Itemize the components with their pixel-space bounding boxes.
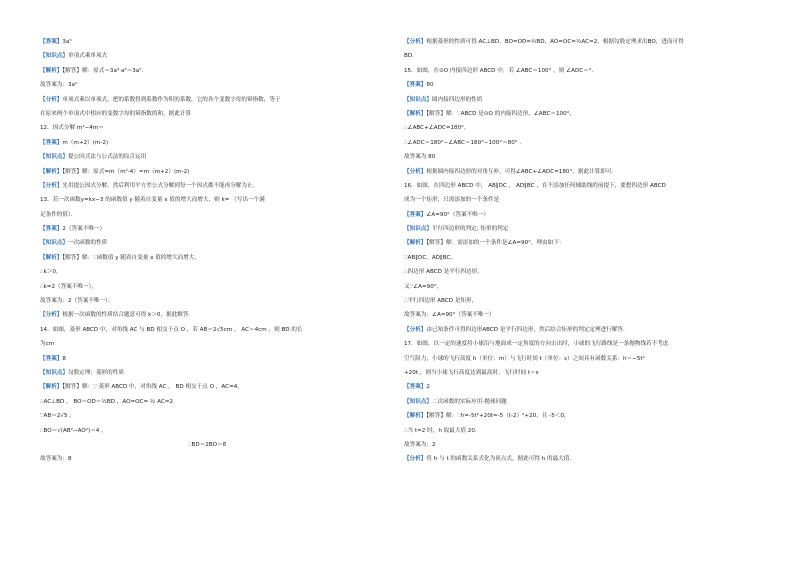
section-tag: 【知识点】 bbox=[40, 154, 68, 161]
line-text: BD. bbox=[404, 53, 414, 60]
section-tag: 【答案】 bbox=[404, 384, 427, 391]
section-tag: 【分析】 bbox=[404, 168, 427, 175]
text-line bbox=[40, 400, 390, 414]
line-text: 故答案为：3a⁵ bbox=[40, 82, 78, 89]
line-text: 【解答】解：∵h=-5t²+20t=-5（t-2）²+20，且 -5＜0， bbox=[426, 413, 570, 420]
line-text: ∴k=2（答案不唯一）， bbox=[40, 283, 97, 290]
section-tag: 【答案】 bbox=[40, 39, 63, 45]
text-line bbox=[404, 126, 756, 140]
line-text: 由已知条件可得四边形ABCD 是平行四边形，然后结合矩形的判定定理进行解答． bbox=[426, 326, 629, 333]
line-text: 故答案为：8 bbox=[40, 456, 72, 463]
line-text: 根据菱形的性质可得 AC⊥BD，BO=OD=½BD，AO=OC=½AC=2，根据勾股定理求出BO，进而可得 bbox=[426, 39, 684, 45]
line-text: 17．如图，以一定的速度将小球沿与地面成一定角度的方向击出时，小球的飞行路线是一条抛物线若不考虑 bbox=[404, 341, 669, 348]
text-line bbox=[404, 69, 756, 83]
text-line bbox=[40, 83, 390, 97]
text-line bbox=[40, 69, 390, 83]
line-text: 【解答】解：∵ 菱形 ABCD 中，对角线 AC ， BD 相交于点 O ，AC=4， bbox=[62, 384, 243, 391]
line-text: 故答案为：∠A=90°（答案不唯一） bbox=[404, 312, 495, 319]
line-text: 为 bbox=[40, 341, 46, 348]
line-text: 16．如图，在四边形 ABCD 中， AB∥DC ， AD∥BC ，在不添加任何辅助线的前提下，要想四边形 ABCD bbox=[404, 182, 666, 189]
line-text: 2 bbox=[426, 384, 430, 391]
text-line bbox=[40, 270, 390, 284]
text-line bbox=[404, 400, 756, 414]
text-line bbox=[404, 155, 756, 169]
line-text: 单项式乘单项式 bbox=[67, 53, 108, 60]
section-tag: 【知识点】 bbox=[40, 240, 68, 247]
text-line bbox=[404, 357, 756, 371]
line-text: 80 bbox=[426, 82, 434, 89]
line-text: 二次函数的实际应用-抛球问题 bbox=[431, 398, 507, 405]
section-tag: 【解析】 bbox=[40, 254, 63, 261]
line-text: 提公因式法与公式法的综合运用 bbox=[67, 154, 147, 161]
line-text: ∴AC⊥BD ， BO＝OD＝½BD ，AO=OC= ½ AC=2 bbox=[40, 398, 174, 405]
line-text: 【解答】解：∵ABCD 是⊙O 的内接四边形，∠ABC＝100°, bbox=[426, 110, 572, 117]
section-tag: 【分析】 bbox=[404, 456, 427, 463]
line-text: ∴k＞0， bbox=[40, 269, 62, 276]
text-line bbox=[404, 270, 756, 284]
line-text: m（m+2）(m-2) bbox=[62, 139, 109, 146]
line-text: 15．如图，在⊙O 内接四边形 ABCD 中，若 ∠ABC＝100° ，则 ∠ADC＝ bbox=[404, 67, 589, 74]
text-line bbox=[404, 414, 756, 428]
text-line bbox=[40, 54, 390, 68]
line-text: 单项式乘以单项式，把的系数得到系数作为积的系数，它的各个变数字母的幂指数，等于 bbox=[62, 96, 281, 103]
line-text: ∴∠ABC+∠ADC=180°， bbox=[404, 125, 470, 132]
line-text: 【解答】解：原式=m（m²-4）=m（m+2）(m-2) bbox=[62, 168, 190, 175]
line-text: ∴BO＝√(AB²−AO²)＝4 ， bbox=[40, 427, 107, 434]
text-line bbox=[404, 342, 756, 356]
text-line bbox=[40, 213, 390, 227]
text-line bbox=[404, 385, 756, 399]
line-text: 成为一个矩形，只需添加的一个条件是 bbox=[404, 197, 500, 204]
section-tag: 【答案】 bbox=[404, 211, 427, 218]
section-tag: 【分析】 bbox=[40, 96, 63, 103]
text-line bbox=[404, 457, 756, 471]
text-line bbox=[404, 371, 756, 385]
line-text: 一次函数的性质 bbox=[67, 240, 108, 247]
section-tag: 【答案】 bbox=[40, 139, 63, 146]
line-text: 故答案为：2（答案不唯一）． bbox=[40, 298, 114, 305]
text-line bbox=[40, 256, 390, 270]
section-tag: 【解析】 bbox=[404, 413, 427, 420]
line-text: ∴当 t=2 时，h 取最大值 20. bbox=[404, 427, 477, 434]
section-tag: 【分析】 bbox=[40, 182, 63, 189]
line-text: ∴∠ADC＝180°−∠ABC＝180°−100°＝80° ． bbox=[404, 139, 525, 146]
line-text-after: （写出一个满 bbox=[231, 197, 265, 204]
line-text: 根据圆内接四边形的对角互补，可得∠ABC+∠ADC=180°，据此计算即可． bbox=[426, 168, 618, 175]
line-text: 故答案为：2 bbox=[404, 441, 436, 448]
section-tag: 【知识点】 bbox=[40, 369, 68, 376]
text-line bbox=[404, 429, 756, 443]
text-line bbox=[40, 414, 390, 428]
line-text: 平行四边形的判定; 矩形的判定 bbox=[431, 226, 509, 233]
line-text: 【解答】解：原式＝3a³·a²＝3a⁵． bbox=[62, 67, 148, 74]
section-tag: 【知识点】 bbox=[404, 398, 432, 405]
text-line bbox=[40, 198, 390, 212]
text-line bbox=[40, 328, 390, 342]
line-text: 又∵∠A=90°， bbox=[404, 283, 443, 290]
text-line bbox=[404, 241, 756, 255]
text-line bbox=[404, 285, 756, 299]
section-tag: 【解析】 bbox=[40, 67, 63, 74]
text-line bbox=[40, 170, 390, 184]
section-tag: 【分析】 bbox=[404, 39, 427, 45]
text-line bbox=[40, 313, 390, 327]
text-line bbox=[40, 155, 390, 169]
section-tag: 【答案】 bbox=[40, 226, 63, 233]
text-line bbox=[404, 83, 756, 97]
line-text: 【解答】解：∵函数值 y 随着自变量 x 值的增大而增大， bbox=[62, 254, 200, 261]
text-line bbox=[404, 198, 756, 212]
text-line bbox=[40, 98, 390, 112]
section-tag: 【解析】 bbox=[40, 168, 63, 175]
right-column bbox=[404, 40, 756, 472]
section-tag: 【知识点】 bbox=[404, 226, 432, 233]
line-text: 14．如图，菱形 ABCD 中，对角线 AC 与 BD 相交于点 O ，若 AB＝2√5cm ， AC＝4cm ，则 BD 的长 bbox=[40, 326, 303, 333]
section-tag: 【分析】 bbox=[40, 312, 63, 319]
line-text: 将 h 与 t 的函数关系式化为顶点式，据此可得 h 的最大值. bbox=[426, 456, 572, 463]
text-line bbox=[40, 457, 390, 471]
text-line bbox=[40, 141, 390, 155]
line-text: 12．因式分解 m²−4m＝ bbox=[40, 125, 104, 132]
line-text-after: cm bbox=[45, 341, 55, 348]
text-line bbox=[404, 98, 756, 112]
line-text: 勾股定理；菱形的性质 bbox=[67, 369, 124, 376]
line-text: 先用提公因式分解，然后利用平方差公式分解到每一个因式都不能再分解为止。 bbox=[62, 182, 259, 189]
line-text: ∵AB∥DC，AD∥BC， bbox=[404, 254, 456, 261]
section-tag: 【知识点】 bbox=[404, 96, 432, 103]
line-text: ∴平行四边形 ABCD 是矩形， bbox=[404, 298, 478, 305]
line-text: 13．若一次函数y=kx−3 的函数值 y 随着自变量 x 值的增大而增大，则 k= bbox=[40, 197, 232, 204]
line-text: ∠A=90°（答案不唯一） bbox=[426, 211, 489, 218]
line-text: +20t ，则当小球飞行高度达到最高时，飞行时间 t＝ bbox=[404, 369, 536, 376]
section-tag: 【答案】 bbox=[40, 355, 63, 362]
left-column bbox=[40, 40, 390, 472]
text-line bbox=[40, 443, 390, 457]
text-line bbox=[404, 313, 756, 327]
text-line bbox=[40, 126, 390, 140]
text-line bbox=[404, 141, 756, 155]
line-text: 根据一次函数的性质结合题意可得 k＞0，据此解答． bbox=[62, 312, 195, 319]
text-line bbox=[40, 241, 390, 255]
section-tag: 【解析】 bbox=[40, 384, 63, 391]
line-text-after: °． bbox=[588, 67, 598, 74]
section-tag: 【解析】 bbox=[404, 240, 427, 247]
text-line bbox=[404, 40, 756, 54]
line-text: 8 bbox=[62, 355, 66, 362]
line-text: ∵AB＝2√5 ， bbox=[40, 413, 75, 420]
line-text: ∴BD＝2BO＝8 bbox=[188, 441, 227, 448]
text-line bbox=[40, 429, 390, 443]
section-tag: 【分析】 bbox=[404, 326, 427, 333]
line-text: 2（答案不唯一） bbox=[62, 226, 106, 233]
line-text: 3a⁵ bbox=[62, 39, 72, 45]
line-text: ∴四边形 ABCD 是平行四边形， bbox=[404, 269, 483, 276]
line-text: 在原来两个单项式中相应的变数字母的幂指数的和，据此计算 bbox=[40, 110, 192, 117]
text-line bbox=[40, 385, 390, 399]
section-tag: 【答案】 bbox=[404, 82, 427, 89]
line-text: 故答案为 80 bbox=[404, 154, 436, 161]
line-text: 【解答】解：需添加的一个条件是∠A=90°，理由如下： bbox=[426, 240, 565, 247]
text-line bbox=[404, 170, 756, 184]
text-line bbox=[404, 213, 756, 227]
line-text: 空气阻力，小球的飞行高度 h（单位：m）与飞行时间 t（单位：s）之间具有函数关系：h＝−5t² bbox=[404, 355, 645, 362]
text-line bbox=[404, 54, 756, 68]
section-tag: 【解析】 bbox=[404, 110, 427, 117]
text-line bbox=[40, 342, 390, 356]
text-line bbox=[40, 357, 390, 371]
text-line bbox=[40, 285, 390, 299]
line-text: 足条件的值）． bbox=[40, 211, 77, 218]
line-text: 圆内接四边形的性质 bbox=[431, 96, 483, 103]
section-tag: 【知识点】 bbox=[40, 53, 68, 60]
line-text-after: s bbox=[535, 369, 539, 376]
